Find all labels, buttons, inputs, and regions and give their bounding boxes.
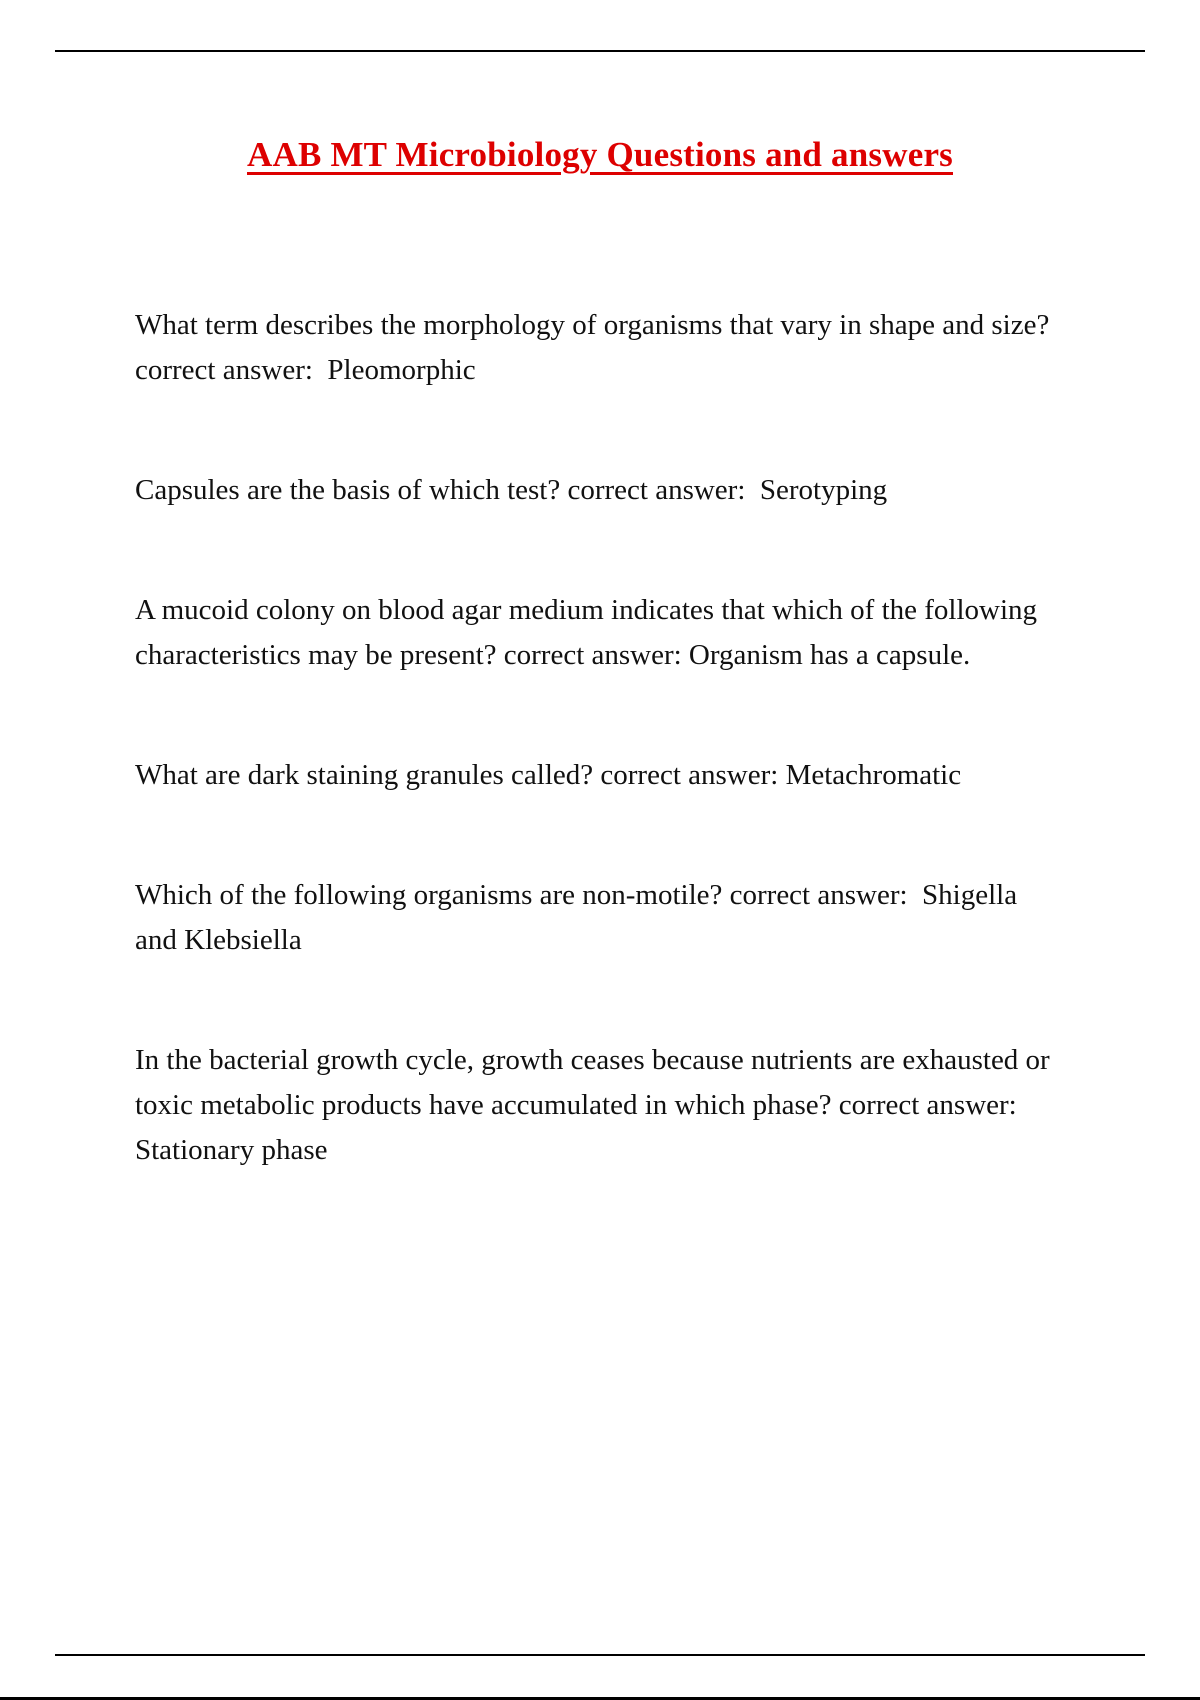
document-body (0, 175, 1200, 1173)
page-title: AAB MT Microbiology Questions and answers (247, 135, 953, 174)
qa-paragraph: A mucoid colony on blood agar medium indicates that which of the following characteristics may be present? correct answer: Organism has a capsule. (135, 594, 1045, 671)
qa-paragraph: What are dark staining granules called? correct answer: Metachromatic (135, 759, 962, 791)
qa-paragraph: In the bacterial growth cycle, growth ceases because nutrients are exhausted or toxic metabolic products have accumulated in which phase? correct answer: Stationary phase (135, 1044, 1057, 1166)
qa-paragraph: Which of the following organisms are non-motile? correct answer: Shigella and Klebsiella (135, 879, 1025, 956)
top-horizontal-rule (55, 50, 1145, 52)
qa-paragraph: What term describes the morphology of organisms that vary in shape and size? correct answer: Pleomorphic (135, 309, 1057, 386)
qa-paragraph: Capsules are the basis of which test? correct answer: Serotyping (135, 474, 888, 506)
bottom-horizontal-rule (55, 1654, 1145, 1656)
